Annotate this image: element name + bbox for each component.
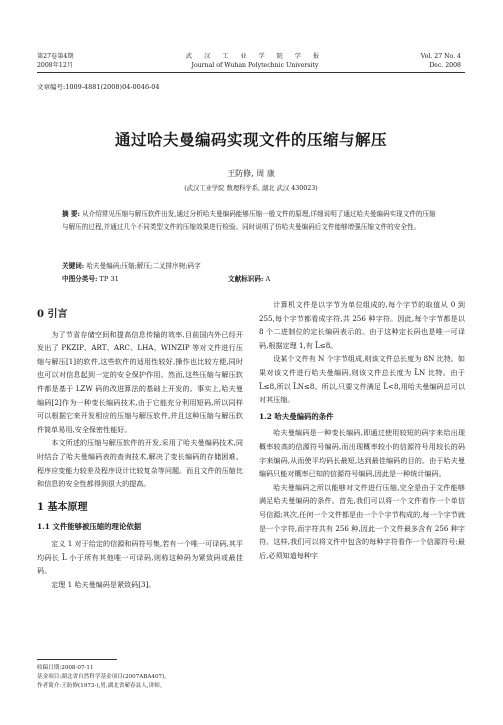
footnote-author: 作者简介:王防修(1973-),男,湖北省蕲春县人,讲师。 <box>37 683 166 689</box>
paragraph: 为了节省存储空间和提高信息传输的效率,目前国内外已经开发出了 PKZIP、ART、ARC、LHA、WINZIP 等对文件进行压缩与解压[1]的软件,这些软件的适用性较好,操作也比较方便,同时也可以对信息起到一定的安全保护作用。然而,这些压缩与解压软件都是基于 LZW 码的改进算法的基础上开发的。事实上,哈夫曼编码[2]作为一种变长编码技术,由于它能充分利用短码,所以同样可以根据它来开发相应的压缩与解压软件,并且这种压缩与解压软件简单易用,安全保密性能好。 <box>37 329 243 434</box>
section-heading-principle: 1 基本原理 <box>37 501 88 513</box>
affiliation: (武汉工业学院 数理科学系, 湖北 武汉 430023) <box>184 185 318 192</box>
authors: 王防修, 周 康 <box>227 169 275 178</box>
paper-title: 通过哈夫曼编码实现文件的压缩与解压 <box>114 130 387 149</box>
header-rule <box>37 72 465 73</box>
subsection-heading: 1.1 文件能够被压缩的理论依据 <box>37 522 142 532</box>
abstract <box>62 208 440 234</box>
footnote-fund: 基金项目:湖北省自然科学基金项目(2007ABA407)。 <box>37 674 170 680</box>
footnote-received: 收稿日期:2008-07-11 <box>37 665 94 671</box>
date-en: Dec. 2008 <box>429 62 461 69</box>
keywords <box>62 260 201 270</box>
volume-en: Vol. 27 No. 4 <box>420 53 461 60</box>
classification-text: TP 31 <box>99 275 119 283</box>
article-id: 文章编号:1009-4881(2008)04-0046-04 <box>37 83 160 91</box>
journal-name-en: Journal of Wuhan Polytechnic University <box>191 62 319 69</box>
section-heading-intro: 0 引言 <box>37 309 68 320</box>
keywords-label: 关键词: <box>62 262 85 270</box>
abstract-label: 摘 要: <box>62 210 80 218</box>
footnote-rule <box>37 659 117 660</box>
right-column <box>259 298 465 562</box>
paragraph: 计算机文件是以字节为单位组成的,每个字节的取值从 0 到 255,每个字节都看成字符,共 256 种字符。因此,每个字节都是以 8 个二进制位的定长编码表示的。由于这种定长码也是唯一可译码,根据定理 1,有 L̄≤8。 <box>259 300 465 350</box>
classification-label: 中图分类号: <box>62 275 98 283</box>
running-header-right <box>421 52 461 70</box>
paragraph: 哈夫曼编码是一种变长编码,即通过使用较短的码字来给出现概率较高的信源符号编码,而出现概率较小的信源符号用较长的码字来编码,从而使平均码长最短,达到最佳编码的目的。由于哈夫曼编码只能对概率已知的信源符号编码,因此是一种统计编码。 <box>259 428 465 479</box>
running-header-center <box>150 52 360 70</box>
volume-cn: 第27卷第4期 <box>37 53 74 60</box>
journal-name-cn: 武 汉 工 业 学 院 学 报 <box>185 53 325 60</box>
abstract-text: 从介绍常见压缩与解压软件出发,通过分析哈夫曼编码能够压缩一般文件的原理,详细说明了通过哈夫曼编码实现文件的压缩与解压的过程,并通过几个不同类型文件的压缩效果进行检验。同时说明了仿哈夫曼编码后文件能够增强压缩文件的安全性。 <box>62 210 436 232</box>
doc-code-label: 文献标识码: <box>228 275 264 283</box>
classification <box>62 273 119 283</box>
paragraph: 本文所述的压缩与解压软件的开发,采用了哈夫曼编码技术,同时结合了哈夫曼编码表的查询技术,解决了变长编码的存储困难、程序应变能力较差及程序设计比较复杂等问题。而且文件的压缩比和信息的安全性都得到很大的提高。 <box>37 438 243 489</box>
doc-code <box>228 273 270 283</box>
definition: 定义 1 对于给定的信源和码符号集,若有一个唯一可译码,其平均码长 L̄ 小于所有其他唯一可译码,则称这种码为紧致码或最佳码。 <box>37 538 243 576</box>
paragraph: 设某个文件有 N 个字节组成,则该文件总长度为 8N 比特。如果对该文件进行哈夫曼编码,则该文件总长度为 L̄N 比特。由于 L̄≤8,所以 L̄N≤8。所以,只要文件满足 L̄<8,用哈夫曼编码总可以对其压缩。 <box>259 354 465 405</box>
doc-code-text: A <box>265 275 271 283</box>
subsection-heading: 1.2 哈夫曼编码的条件 <box>259 411 334 421</box>
date-cn: 2008年12月 <box>37 62 73 69</box>
theorem: 定理 1 哈夫曼编码是紧致码[3]。 <box>51 579 156 589</box>
paragraph: 哈夫曼编码之所以能够对文件进行压缩,完全是由于文件能够满足哈夫曼编码的条件。首先,我们可以将一个文件看作一个单信号信源;其次,任何一个文件都是由一个个字节构成的,每一个字节就是一个字符,而字符共有 256 种,因此一个文件最多含有 256 种字符。这样,我们可以将文件中包含的每种字符看作一个信源符号;最后,必须知道每种字 <box>259 482 465 560</box>
keywords-text: 哈夫曼编码;压缩;解压;二叉排序树;码字 <box>86 262 201 270</box>
left-column <box>37 298 243 591</box>
running-header-left <box>37 52 74 70</box>
